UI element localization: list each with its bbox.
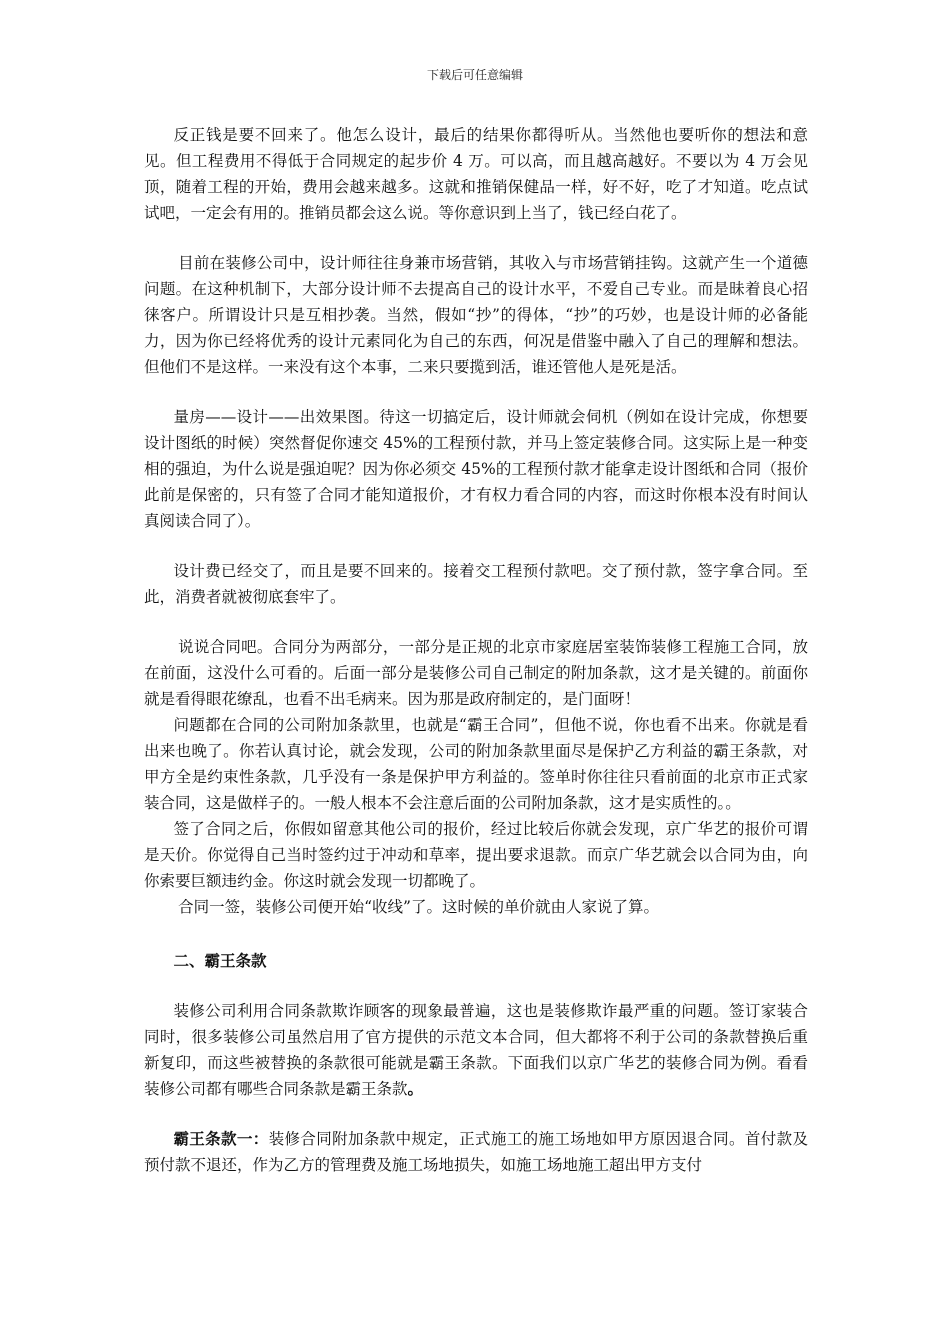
paragraph-10	[144, 1126, 808, 1178]
paragraph-6: 问题都在合同的公司附加条款里，也就是“霸王合同”，但他不说，你也看不出来。你就是看出来也晚了。你若认真讨论，就会发现，公司的附加条款里面尽是保护乙方利益的霸王条款，对甲方全是约束性条款，几乎没有一条是保护甲方利益的。签单时你往往只看前面的北京市正式家装合同，这是做样子的。一般人根本不会注意后面的公司附加条款，这才是实质性的。。	[144, 716, 808, 812]
clause-lead: 霸王条款一：	[173, 1129, 269, 1148]
page-header: 下载后可任意编辑	[426, 68, 523, 82]
paragraph-9	[144, 998, 808, 1102]
paragraph-3: 量房——设计——出效果图。待这一切搞定后，设计师就会伺机（例如在设计完成，你想要设计图纸的时候）突然督促你速交 45%的工程预付款，并马上签定装修合同。这实际上是一种变相的强迫，为什么说是强迫呢？因为你必须交 45%的工程预付款才能拿走设计图纸和合同（报价此前是保密的，只有签了合同才能知道报价，才有权力看合同的内容，而这时你根本没有时间认真阅读合同了）。	[144, 408, 808, 530]
paragraph-5: 说说合同吧。合同分为两部分，一部分是正规的北京市家庭居室装饰装修工程施工合同，放在前面，这没什么可看的。后面一部分是装修公司自己制定的附加条款，这才是关键的。前面你就是看得眼花缭乱，也看不出毛病来。因为那是政府制定的，是门面呀！	[144, 638, 808, 708]
section-heading: 二、霸王条款	[173, 951, 267, 970]
document-body	[144, 122, 808, 1178]
paragraph-2: 目前在装修公司中，设计师往往身兼市场营销，其收入与市场营销挂钩。这就产生一个道德问题。在这种机制下，大部分设计师不去提高自己的设计水平，不爱自己专业。而是昧着良心招徕客户。所谓设计只是互相抄袭。当然，假如“抄”的得体，“抄”的巧妙，也是设计师的必备能力，因为你已经将优秀的设计元素同化为自己的东西，何况是借鉴中融入了自己的理解和想法。 但他们不是这样。一来没有这个本事，二来只要揽到活，谁还管他人是死是活。	[144, 254, 808, 376]
paragraph-8: 合同一签，装修公司便开始“收线”了。这时候的单价就由人家说了算。	[178, 898, 659, 916]
paragraph-9-text: 装修公司利用合同条款欺诈顾客的现象最普遍，这也是装修欺诈最严重的问题。签订家装合同时，很多装修公司虽然启用了官方提供的示范文本合同，但大都将不利于公司的条款替换后重新复印，而这些被替换的条款很可能就是霸王条款。下面我们以京广华艺的装修合同为例。看看装修公司都有哪些合同条款是霸王条款	[144, 1002, 808, 1098]
paragraph-9-end: 。	[407, 1079, 424, 1098]
clause-text: 装修合同附加条款中规定，正式施工的施工场地如甲方原因退合同。首付款及预付款不退还，作为乙方的管理费及施工场地损失，如施工场地施工超出甲方支付	[144, 1130, 808, 1174]
paragraph-7: 签了合同之后，你假如留意其他公司的报价，经过比较后你就会发现，京广华艺的报价可谓是天价。你觉得自己当时签约过于冲动和草率，提出要求退款。而京广华艺就会以合同为由，向你索要巨额违约金。你这时就会发现一切都晚了。	[144, 820, 808, 890]
paragraph-4: 设计费已经交了，而且是要不回来的。接着交工程预付款吧。交了预付款，签字拿合同。至此，消费者就被彻底套牢了。	[144, 562, 808, 606]
paragraph-1: 反正钱是要不回来了。他怎么设计，最后的结果你都得听从。当然他也要听你的想法和意见。但工程费用不得低于合同规定的起步价 4 万。可以高，而且越高越好。不要以为 4 万会见顶，随着工程的开始，费用会越来越多。这就和推销保健品一样，好不好，吃了才知道。吃点试试吧，一定会有用的。推销员都会这么说。等你意识到上当了，钱已经白花了。	[144, 126, 808, 222]
